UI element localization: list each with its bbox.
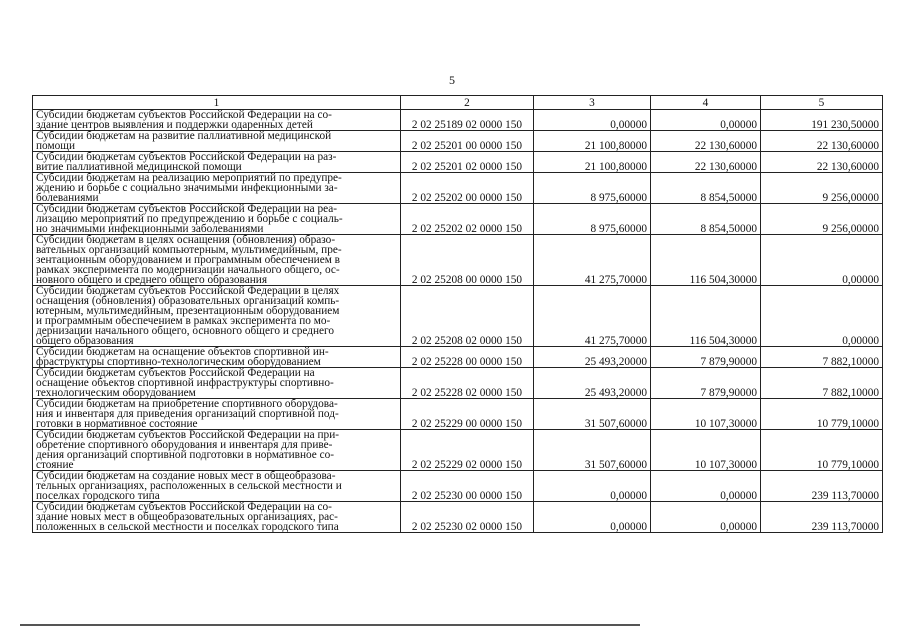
row-code-cell: 2 02 25229 02 0000 150 <box>401 430 534 471</box>
table-row <box>33 471 883 502</box>
table-row <box>33 131 883 152</box>
row-value-col5: 239 113,70000 <box>761 471 883 502</box>
row-value-col4: 10 107,30000 <box>651 430 761 471</box>
row-value-col3: 0,00000 <box>534 110 651 131</box>
row-name-cell <box>33 286 401 347</box>
row-name-line: ния и инвентаря для приведения организаций спортивной под- <box>36 408 339 420</box>
row-code-cell: 2 02 25230 02 0000 150 <box>401 502 534 533</box>
row-name-line: дения организаций спортивной подготовки в нормативное со- <box>36 449 335 461</box>
row-name-line: поселках городского типа <box>36 490 160 502</box>
row-value-col3: 41 275,70000 <box>534 235 651 286</box>
row-name-line: Субсидии бюджетам в целях оснащения (обновления) образо- <box>36 234 336 246</box>
row-code-cell: 2 02 25189 02 0000 150 <box>401 110 534 131</box>
row-name-line: Субсидии бюджетам субъектов Российской Федерации на раз- <box>36 151 337 163</box>
row-value-col3: 8 975,60000 <box>534 204 651 235</box>
row-code-cell: 2 02 25228 00 0000 150 <box>401 347 534 368</box>
table-row <box>33 152 883 173</box>
row-name-line: Субсидии бюджетам на создание новых мест в общеобразова- <box>36 470 336 482</box>
row-code-cell: 2 02 25201 02 0000 150 <box>401 152 534 173</box>
row-name-cell <box>33 430 401 471</box>
row-name-cell <box>33 131 401 152</box>
bottom-divider <box>20 624 640 626</box>
row-name-cell <box>33 152 401 173</box>
row-name-line: здание центров выявления и поддержки одаренных детей <box>36 119 313 131</box>
row-value-col3: 31 507,60000 <box>534 399 651 430</box>
row-name-cell <box>33 204 401 235</box>
row-name-line: болеваниями <box>36 192 99 204</box>
row-value-col4: 8 854,50000 <box>651 173 761 204</box>
header-row <box>33 96 883 110</box>
row-name-line: Субсидии бюджетам субъектов Российской Федерации на со- <box>36 501 332 513</box>
row-value-col5: 7 882,10000 <box>761 368 883 399</box>
row-name-line: стояние <box>36 459 74 471</box>
row-value-col3: 31 507,60000 <box>534 430 651 471</box>
row-name-cell <box>33 368 401 399</box>
row-name-line: Субсидии бюджетам субъектов Российской Федерации в целях <box>36 285 340 297</box>
row-name-cell <box>33 399 401 430</box>
row-name-line: Субсидии бюджетам на реализацию мероприятий по предупре- <box>36 172 342 184</box>
column-header-3: 3 <box>534 96 651 110</box>
row-value-col4: 10 107,30000 <box>651 399 761 430</box>
row-name-line: положенных в сельской местности и поселках городского типа <box>36 521 339 533</box>
row-name-line: рамках эксперимента по модернизации начального общего, ос- <box>36 264 340 276</box>
page-number: 5 <box>449 73 455 87</box>
table-row <box>33 110 883 131</box>
row-code-cell: 2 02 25208 02 0000 150 <box>401 286 534 347</box>
row-value-col5: 191 230,50000 <box>761 110 883 131</box>
row-name-line: ютерным, мультимедийным, презентационным оборудованием <box>36 305 340 317</box>
row-name-line: зентационным оборудованием и программным обеспечением в <box>36 254 341 266</box>
row-value-col4: 8 854,50000 <box>651 204 761 235</box>
row-name-line: тельных организациях, расположенных в сельской местности и <box>36 480 342 492</box>
row-name-line: фраструктуры спортивно-технологическим оборудованием <box>36 356 321 368</box>
row-name-line: и программным обеспечением в рамках эксперимента по мо- <box>36 315 331 327</box>
row-name-line: витие паллиативной медицинской помощи <box>36 161 242 173</box>
row-value-col5: 22 130,60000 <box>761 152 883 173</box>
row-value-col5: 0,00000 <box>761 235 883 286</box>
row-name-line: Субсидии бюджетам на оснащение объектов спортивной ин- <box>36 346 329 358</box>
row-name-line: ждению и борьбе с социально значимыми инфекционными за- <box>36 182 338 194</box>
row-name-line: Субсидии бюджетам субъектов Российской Федерации на реа- <box>36 203 338 215</box>
row-value-col3: 8 975,60000 <box>534 173 651 204</box>
row-name-line: Субсидии бюджетам на приобретение спортивного оборудова- <box>36 398 338 410</box>
row-name-line: обретение спортивного оборудования и инвентаря для приве- <box>36 439 333 451</box>
row-value-col4: 0,00000 <box>651 110 761 131</box>
row-name-line: Субсидии бюджетам на развитие паллиативной медицинской <box>36 130 332 142</box>
table-row <box>33 347 883 368</box>
row-name-cell <box>33 173 401 204</box>
table-row <box>33 502 883 533</box>
budget-table <box>32 95 883 533</box>
row-name-cell <box>33 502 401 533</box>
row-name-line: Субсидии бюджетам субъектов Российской Федерации на со- <box>36 109 332 121</box>
row-name-line: помощи <box>36 140 76 152</box>
row-value-col3: 21 100,80000 <box>534 152 651 173</box>
row-name-line: лизацию мероприятий по предупреждению и борьбе с социаль- <box>36 213 343 225</box>
row-code-cell: 2 02 25202 02 0000 150 <box>401 204 534 235</box>
row-code-cell: 2 02 25208 00 0000 150 <box>401 235 534 286</box>
row-value-col4: 22 130,60000 <box>651 152 761 173</box>
row-name-cell <box>33 235 401 286</box>
table-body <box>33 110 883 533</box>
row-value-col5: 9 256,00000 <box>761 173 883 204</box>
row-name-line: новного общего и среднего общего образования <box>36 274 268 286</box>
row-name-line: Субсидии бюджетам субъектов Российской Федерации на <box>36 367 315 379</box>
table-row <box>33 430 883 471</box>
table-row <box>33 286 883 347</box>
row-value-col4: 0,00000 <box>651 502 761 533</box>
row-name-line: здание новых мест в общеобразовательных организациях, рас- <box>36 511 338 523</box>
row-value-col3: 21 100,80000 <box>534 131 651 152</box>
column-header-4: 4 <box>651 96 761 110</box>
table-row <box>33 204 883 235</box>
row-code-cell: 2 02 25201 00 0000 150 <box>401 131 534 152</box>
row-value-col4: 22 130,60000 <box>651 131 761 152</box>
row-value-col3: 0,00000 <box>534 471 651 502</box>
table-row <box>33 399 883 430</box>
row-value-col4: 116 504,30000 <box>651 286 761 347</box>
row-value-col3: 0,00000 <box>534 502 651 533</box>
row-name-line: дернизации начального общего, основного общего и среднего <box>36 325 335 337</box>
row-value-col4: 7 879,90000 <box>651 347 761 368</box>
row-value-col3: 41 275,70000 <box>534 286 651 347</box>
column-header-1: 1 <box>33 96 401 110</box>
row-value-col3: 25 493,20000 <box>534 347 651 368</box>
row-name-line: технологическим оборудованием <box>36 387 196 399</box>
row-name-line: Субсидии бюджетам субъектов Российской Федерации на при- <box>36 429 339 441</box>
row-name-line: оснащения (обновления) образовательных организаций компь- <box>36 295 340 307</box>
row-value-col5: 22 130,60000 <box>761 131 883 152</box>
row-value-col3: 25 493,20000 <box>534 368 651 399</box>
column-header-5: 5 <box>761 96 883 110</box>
table-row <box>33 235 883 286</box>
row-value-col4: 7 879,90000 <box>651 368 761 399</box>
column-header-2: 2 <box>401 96 534 110</box>
row-code-cell: 2 02 25229 00 0000 150 <box>401 399 534 430</box>
row-value-col5: 9 256,00000 <box>761 204 883 235</box>
row-value-col4: 116 504,30000 <box>651 235 761 286</box>
row-name-line: готовки в нормативное состояние <box>36 418 198 430</box>
row-value-col5: 239 113,70000 <box>761 502 883 533</box>
row-value-col5: 7 882,10000 <box>761 347 883 368</box>
row-value-col5: 0,00000 <box>761 286 883 347</box>
row-name-cell <box>33 347 401 368</box>
row-name-line: вательных организаций компьютерным, мультимедийным, пре- <box>36 244 342 256</box>
row-name-cell <box>33 110 401 131</box>
row-value-col4: 0,00000 <box>651 471 761 502</box>
row-name-line: оснащение объектов спортивной инфраструктуры спортивно- <box>36 377 334 389</box>
table-row <box>33 368 883 399</box>
row-name-cell <box>33 471 401 502</box>
row-value-col5: 10 779,10000 <box>761 399 883 430</box>
row-name-line: но значимыми инфекционными заболеваниями <box>36 223 264 235</box>
row-code-cell: 2 02 25230 00 0000 150 <box>401 471 534 502</box>
table-row <box>33 173 883 204</box>
row-name-line: общего образования <box>36 335 134 347</box>
row-value-col5: 10 779,10000 <box>761 430 883 471</box>
row-code-cell: 2 02 25202 00 0000 150 <box>401 173 534 204</box>
row-code-cell: 2 02 25228 02 0000 150 <box>401 368 534 399</box>
